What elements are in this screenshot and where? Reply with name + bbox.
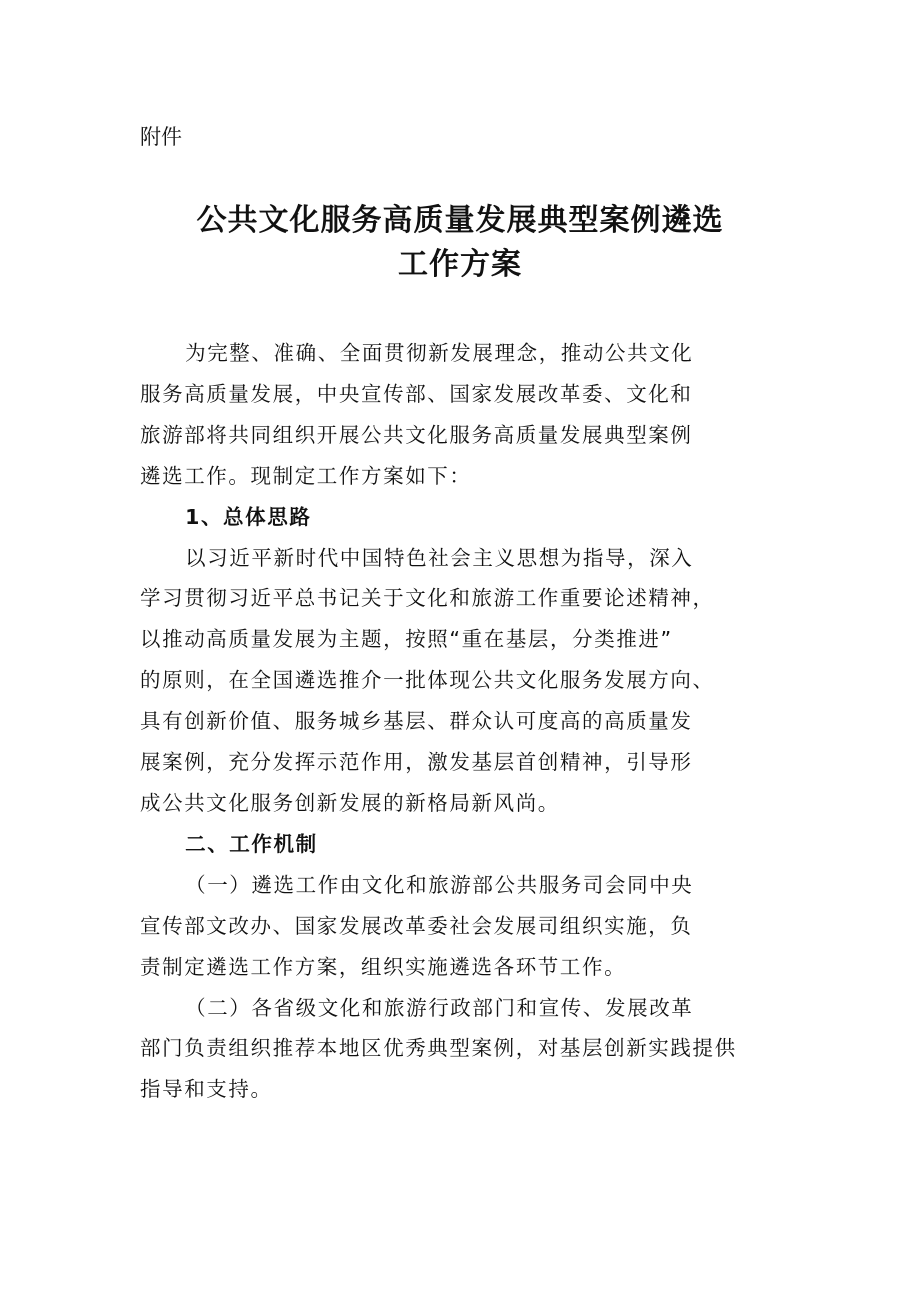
- text-line: 以习近平新时代中国特色社会主义思想为指导，深入: [185, 545, 694, 570]
- text-line: 部门负责组织推荐本地区优秀典型案例，对基层创新实践提供: [140, 1036, 737, 1061]
- text-line: 遴选工作。现制定工作方案如下：: [140, 463, 472, 488]
- text-line: 展案例，充分发挥示范作用，激发基层首创精神，引导形: [140, 750, 693, 775]
- section-2-item-2: [140, 988, 800, 1111]
- text-line: 宣传部文改办、国家发展改革委社会发展司组织实施，负: [140, 913, 693, 938]
- text-line: 学习贯彻习近平总书记关于文化和旅游工作重要论述精神，: [140, 586, 715, 611]
- document-body: [140, 333, 800, 1110]
- text-line: 旅游部将共同组织开展公共文化服务高质量发展典型案例: [140, 422, 693, 447]
- text-line: 具有创新价值、服务城乡基层、群众认可度高的高质量发: [140, 709, 693, 734]
- text-line: 的原则，在全国遴选推介一批体现公共文化服务发展方向、: [140, 668, 715, 693]
- document-title-line-1: 公共文化服务高质量发展典型案例遴选: [196, 203, 724, 238]
- section-2-heading: 二、工作机制: [185, 831, 318, 856]
- text-line: 服务高质量发展，中央宣传部、国家发展改革委、文化和: [140, 381, 693, 406]
- text-line: 以推动高质量发展为主题，按照“重在基层，分类推进”: [140, 627, 673, 652]
- section-1-heading: 1、总体思路: [185, 504, 312, 529]
- text-line: （二）各省级文化和旅游行政部门和宣传、发展改革: [185, 995, 694, 1020]
- text-line: 成公共文化服务创新发展的新格局新风尚。: [140, 790, 560, 815]
- section-1-paragraph: [140, 538, 800, 824]
- document-title-line-2: 工作方案: [398, 247, 522, 282]
- intro-paragraph: [140, 333, 800, 497]
- text-line: （一）遴选工作由文化和旅游部公共服务司会同中央: [185, 872, 694, 897]
- text-line: 指导和支持。: [140, 1077, 273, 1102]
- attachment-label: 附件: [140, 125, 182, 149]
- text-line: 为完整、准确、全面贯彻新发展理念，推动公共文化: [185, 341, 694, 365]
- text-line: 责制定遴选工作方案，组织实施遴选各环节工作。: [140, 954, 627, 979]
- section-2-item-1: [140, 865, 800, 988]
